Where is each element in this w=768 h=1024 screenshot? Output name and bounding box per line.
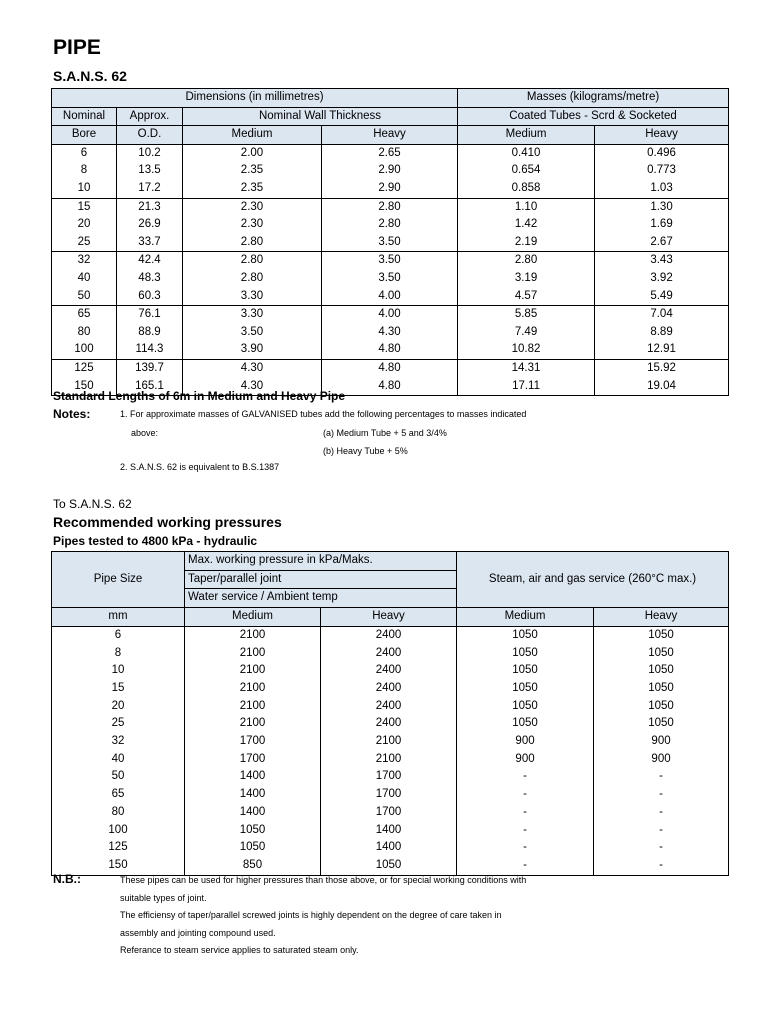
cell-wall-medium: 2.35 xyxy=(183,162,322,180)
cell-pipe-size: 6 xyxy=(52,626,185,644)
cell-mass-heavy: 0.496 xyxy=(595,144,729,162)
cell-wall-medium: 3.30 xyxy=(183,288,322,306)
header-steam-heavy: Heavy xyxy=(594,608,729,627)
cell-steam-medium: 1050 xyxy=(457,698,594,716)
cell-mass-medium: 0.410 xyxy=(458,144,595,162)
table-row xyxy=(52,252,729,270)
cell-water-heavy: 1700 xyxy=(321,786,457,804)
cell-nominal-bore: 50 xyxy=(52,288,117,306)
cell-od: 48.3 xyxy=(117,270,183,288)
cell-pipe-size: 32 xyxy=(52,733,185,751)
cell-mass-medium: 5.85 xyxy=(458,306,595,324)
to-sans-label: To S.A.N.S. 62 xyxy=(53,497,132,511)
nb-line-5: Referance to steam service applies to saturated steam only. xyxy=(120,945,359,955)
table-row xyxy=(52,857,729,875)
cell-pipe-size: 8 xyxy=(52,645,185,663)
cell-mass-heavy: 0.773 xyxy=(595,162,729,180)
cell-steam-heavy: 900 xyxy=(594,751,729,769)
dimensions-table xyxy=(51,88,729,396)
cell-wall-medium: 2.80 xyxy=(183,234,322,252)
cell-wall-heavy: 2.80 xyxy=(322,216,458,234)
header-coated-tubes: Coated Tubes - Scrd & Socketed xyxy=(458,107,729,126)
cell-steam-medium: 900 xyxy=(457,733,594,751)
standard-lengths-note: Standard Lengths of 6m in Medium and Heavy Pipe xyxy=(53,389,346,403)
cell-mass-medium: 17.11 xyxy=(458,378,595,396)
cell-mass-heavy: 19.04 xyxy=(595,378,729,396)
table-row xyxy=(52,733,729,751)
cell-wall-heavy: 3.50 xyxy=(322,234,458,252)
table-row xyxy=(52,288,729,306)
cell-wall-heavy: 2.80 xyxy=(322,198,458,216)
cell-mass-heavy: 5.49 xyxy=(595,288,729,306)
cell-nominal-bore: 150 xyxy=(52,378,117,396)
cell-water-heavy: 2400 xyxy=(321,680,457,698)
nb-label: N.B.: xyxy=(53,872,81,886)
cell-steam-medium: 900 xyxy=(457,751,594,769)
table-row xyxy=(52,234,729,252)
cell-od: 17.2 xyxy=(117,180,183,198)
table-row xyxy=(52,698,729,716)
cell-nominal-bore: 125 xyxy=(52,359,117,377)
table-row xyxy=(52,216,729,234)
cell-water-medium: 1400 xyxy=(185,804,321,822)
cell-wall-medium: 2.80 xyxy=(183,270,322,288)
cell-steam-heavy: 1050 xyxy=(594,680,729,698)
cell-mass-medium: 3.19 xyxy=(458,270,595,288)
cell-water-medium: 1050 xyxy=(185,839,321,857)
cell-pipe-size: 40 xyxy=(52,751,185,769)
header-steam-service: Steam, air and gas service (260°C max.) xyxy=(457,552,729,608)
header-water-heavy: Heavy xyxy=(321,608,457,627)
notes-label: Notes: xyxy=(53,407,91,421)
cell-nominal-bore: 15 xyxy=(52,198,117,216)
cell-steam-medium: 1050 xyxy=(457,662,594,680)
cell-steam-heavy: 900 xyxy=(594,733,729,751)
pressures-heading: Recommended working pressures xyxy=(53,514,282,530)
cell-water-heavy: 2400 xyxy=(321,662,457,680)
cell-steam-medium: - xyxy=(457,839,594,857)
cell-pipe-size: 10 xyxy=(52,662,185,680)
cell-wall-medium: 2.30 xyxy=(183,198,322,216)
cell-wall-medium: 2.35 xyxy=(183,180,322,198)
cell-mass-medium: 0.858 xyxy=(458,180,595,198)
pressure-table xyxy=(51,551,729,876)
header-steam-medium: Medium xyxy=(457,608,594,627)
cell-mass-heavy: 12.91 xyxy=(595,341,729,359)
cell-wall-heavy: 4.80 xyxy=(322,359,458,377)
cell-water-medium: 2100 xyxy=(185,715,321,733)
table-row xyxy=(52,751,729,769)
cell-od: 165.1 xyxy=(117,378,183,396)
cell-pipe-size: 25 xyxy=(52,715,185,733)
cell-mass-heavy: 1.30 xyxy=(595,198,729,216)
header-wall-medium: Medium xyxy=(183,126,322,145)
table-row xyxy=(52,839,729,857)
cell-wall-heavy: 4.00 xyxy=(322,306,458,324)
cell-nominal-bore: 6 xyxy=(52,144,117,162)
cell-wall-medium: 2.00 xyxy=(183,144,322,162)
cell-nominal-bore: 32 xyxy=(52,252,117,270)
cell-od: 21.3 xyxy=(117,198,183,216)
cell-mass-medium: 1.10 xyxy=(458,198,595,216)
cell-pipe-size: 65 xyxy=(52,786,185,804)
header-unit-mm: mm xyxy=(52,608,185,627)
cell-steam-heavy: - xyxy=(594,822,729,840)
cell-mass-heavy: 8.89 xyxy=(595,324,729,342)
cell-steam-heavy: 1050 xyxy=(594,698,729,716)
cell-nominal-bore: 80 xyxy=(52,324,117,342)
cell-wall-medium: 4.30 xyxy=(183,378,322,396)
cell-water-medium: 2100 xyxy=(185,645,321,663)
cell-water-medium: 2100 xyxy=(185,698,321,716)
cell-wall-heavy: 4.00 xyxy=(322,288,458,306)
note-1-a: (a) Medium Tube + 5 and 3/4% xyxy=(323,428,447,438)
table-row xyxy=(52,306,729,324)
cell-steam-heavy: 1050 xyxy=(594,645,729,663)
cell-wall-heavy: 3.50 xyxy=(322,252,458,270)
header-max-pressure: Max. working pressure in kPa/Maks. xyxy=(185,552,457,571)
header-taper-joint: Taper/parallel joint xyxy=(185,570,457,589)
cell-mass-medium: 10.82 xyxy=(458,341,595,359)
cell-mass-heavy: 3.43 xyxy=(595,252,729,270)
cell-steam-medium: 1050 xyxy=(457,680,594,698)
cell-nominal-bore: 25 xyxy=(52,234,117,252)
cell-pipe-size: 20 xyxy=(52,698,185,716)
cell-od: 26.9 xyxy=(117,216,183,234)
cell-od: 42.4 xyxy=(117,252,183,270)
cell-steam-heavy: - xyxy=(594,786,729,804)
cell-od: 10.2 xyxy=(117,144,183,162)
cell-od: 76.1 xyxy=(117,306,183,324)
cell-od: 139.7 xyxy=(117,359,183,377)
table-row xyxy=(52,715,729,733)
cell-mass-heavy: 1.69 xyxy=(595,216,729,234)
table-row xyxy=(52,768,729,786)
cell-steam-heavy: 1050 xyxy=(594,715,729,733)
cell-water-medium: 1400 xyxy=(185,786,321,804)
table-row xyxy=(52,822,729,840)
cell-steam-heavy: - xyxy=(594,857,729,875)
cell-wall-heavy: 4.30 xyxy=(322,324,458,342)
cell-mass-heavy: 3.92 xyxy=(595,270,729,288)
cell-nominal-bore: 20 xyxy=(52,216,117,234)
cell-water-heavy: 1050 xyxy=(321,857,457,875)
cell-water-heavy: 2400 xyxy=(321,715,457,733)
cell-od: 114.3 xyxy=(117,341,183,359)
cell-wall-heavy: 4.80 xyxy=(322,341,458,359)
cell-od: 88.9 xyxy=(117,324,183,342)
cell-wall-medium: 2.30 xyxy=(183,216,322,234)
table-row xyxy=(52,270,729,288)
table-row xyxy=(52,341,729,359)
cell-steam-medium: 1050 xyxy=(457,715,594,733)
cell-nominal-bore: 8 xyxy=(52,162,117,180)
cell-mass-heavy: 15.92 xyxy=(595,359,729,377)
header-od: O.D. xyxy=(117,126,183,145)
cell-pipe-size: 100 xyxy=(52,822,185,840)
nb-line-2: suitable types of joint. xyxy=(120,893,207,903)
note-1-line-2: above: xyxy=(131,428,159,438)
cell-steam-medium: 1050 xyxy=(457,645,594,663)
cell-steam-heavy: - xyxy=(594,804,729,822)
cell-mass-heavy: 1.03 xyxy=(595,180,729,198)
cell-water-medium: 1700 xyxy=(185,751,321,769)
cell-water-medium: 2100 xyxy=(185,680,321,698)
cell-wall-medium: 3.30 xyxy=(183,306,322,324)
cell-od: 13.5 xyxy=(117,162,183,180)
cell-nominal-bore: 100 xyxy=(52,341,117,359)
cell-water-heavy: 1400 xyxy=(321,839,457,857)
cell-wall-heavy: 2.65 xyxy=(322,144,458,162)
cell-nominal-bore: 10 xyxy=(52,180,117,198)
cell-water-heavy: 2400 xyxy=(321,698,457,716)
cell-mass-heavy: 2.67 xyxy=(595,234,729,252)
table-row xyxy=(52,162,729,180)
header-wall-heavy: Heavy xyxy=(322,126,458,145)
header-mass-medium: Medium xyxy=(458,126,595,145)
note-1-line-1: 1. For approximate masses of GALVANISED tubes add the following percentages to masses indicated xyxy=(120,409,527,419)
cell-pipe-size: 150 xyxy=(52,857,185,875)
cell-steam-heavy: 1050 xyxy=(594,662,729,680)
cell-mass-heavy: 7.04 xyxy=(595,306,729,324)
table-row xyxy=(52,645,729,663)
cell-mass-medium: 14.31 xyxy=(458,359,595,377)
header-bore: Bore xyxy=(52,126,117,145)
note-2: 2. S.A.N.S. 62 is equivalent to B.S.1387 xyxy=(120,462,280,472)
table-row xyxy=(52,662,729,680)
header-approx: Approx. xyxy=(117,107,183,126)
table-row xyxy=(52,626,729,644)
nb-line-1: These pipes can be used for higher pressures than those above, or for special working conditions with xyxy=(120,875,527,885)
cell-steam-medium: - xyxy=(457,768,594,786)
cell-wall-medium: 4.30 xyxy=(183,359,322,377)
cell-wall-heavy: 2.90 xyxy=(322,180,458,198)
cell-water-heavy: 1400 xyxy=(321,822,457,840)
table-row xyxy=(52,359,729,377)
cell-water-medium: 1050 xyxy=(185,822,321,840)
table-row xyxy=(52,680,729,698)
cell-steam-heavy: - xyxy=(594,768,729,786)
cell-water-heavy: 1700 xyxy=(321,768,457,786)
cell-water-heavy: 2400 xyxy=(321,645,457,663)
note-1-b: (b) Heavy Tube + 5% xyxy=(323,446,408,456)
standard-subtitle: S.A.N.S. 62 xyxy=(53,68,127,84)
header-pipe-size: Pipe Size xyxy=(52,552,185,608)
cell-water-medium: 2100 xyxy=(185,626,321,644)
cell-steam-medium: - xyxy=(457,822,594,840)
nb-line-3: The efficiensy of taper/parallel screwed joints is highly dependent on the degree of care taken in xyxy=(120,910,502,920)
page-title: PIPE xyxy=(53,36,101,59)
cell-steam-heavy: - xyxy=(594,839,729,857)
cell-mass-medium: 2.19 xyxy=(458,234,595,252)
cell-water-medium: 850 xyxy=(185,857,321,875)
cell-pipe-size: 50 xyxy=(52,768,185,786)
table-row xyxy=(52,180,729,198)
cell-water-heavy: 2100 xyxy=(321,733,457,751)
cell-wall-heavy: 2.90 xyxy=(322,162,458,180)
cell-wall-heavy: 3.50 xyxy=(322,270,458,288)
header-masses: Masses (kilograms/metre) xyxy=(458,89,729,108)
cell-wall-medium: 2.80 xyxy=(183,252,322,270)
nb-line-4: assembly and jointing compound used. xyxy=(120,928,276,938)
cell-water-medium: 1700 xyxy=(185,733,321,751)
table-row xyxy=(52,804,729,822)
cell-steam-medium: - xyxy=(457,857,594,875)
cell-mass-medium: 2.80 xyxy=(458,252,595,270)
cell-wall-medium: 3.50 xyxy=(183,324,322,342)
cell-steam-heavy: 1050 xyxy=(594,626,729,644)
cell-pipe-size: 125 xyxy=(52,839,185,857)
cell-nominal-bore: 40 xyxy=(52,270,117,288)
header-water-medium: Medium xyxy=(185,608,321,627)
header-dimensions: Dimensions (in millimetres) xyxy=(52,89,458,108)
cell-steam-medium: - xyxy=(457,786,594,804)
header-water-service: Water service / Ambient temp xyxy=(185,589,457,608)
cell-pipe-size: 15 xyxy=(52,680,185,698)
cell-steam-medium: 1050 xyxy=(457,626,594,644)
table-row xyxy=(52,786,729,804)
cell-mass-medium: 1.42 xyxy=(458,216,595,234)
cell-water-heavy: 2100 xyxy=(321,751,457,769)
cell-water-medium: 2100 xyxy=(185,662,321,680)
cell-wall-heavy: 4.80 xyxy=(322,378,458,396)
cell-od: 33.7 xyxy=(117,234,183,252)
cell-wall-medium: 3.90 xyxy=(183,341,322,359)
cell-pipe-size: 80 xyxy=(52,804,185,822)
cell-mass-medium: 4.57 xyxy=(458,288,595,306)
table-row xyxy=(52,144,729,162)
table-row xyxy=(52,324,729,342)
cell-water-heavy: 2400 xyxy=(321,626,457,644)
cell-water-heavy: 1700 xyxy=(321,804,457,822)
header-wall-thickness: Nominal Wall Thickness xyxy=(183,107,458,126)
cell-od: 60.3 xyxy=(117,288,183,306)
cell-nominal-bore: 65 xyxy=(52,306,117,324)
cell-water-medium: 1400 xyxy=(185,768,321,786)
table-row xyxy=(52,198,729,216)
cell-mass-medium: 7.49 xyxy=(458,324,595,342)
cell-mass-medium: 0.654 xyxy=(458,162,595,180)
header-nominal: Nominal xyxy=(52,107,117,126)
header-mass-heavy: Heavy xyxy=(595,126,729,145)
cell-steam-medium: - xyxy=(457,804,594,822)
pressures-subheading: Pipes tested to 4800 kPa - hydraulic xyxy=(53,534,258,548)
